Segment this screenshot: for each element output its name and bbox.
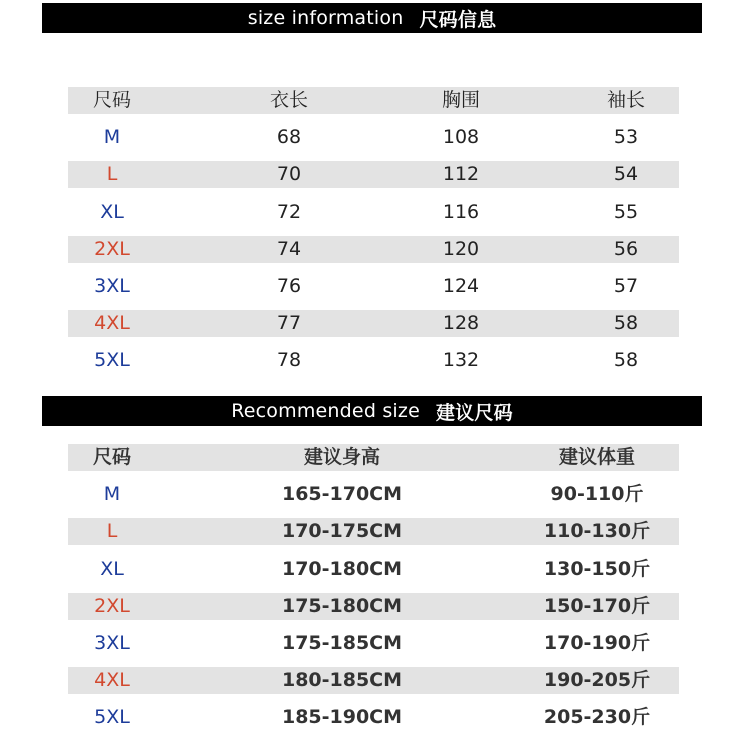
size-label: L xyxy=(106,520,118,543)
banner-title-en: Recommended size xyxy=(231,400,420,422)
size-information-banner xyxy=(42,3,702,33)
size-label: L xyxy=(106,163,118,186)
size-label: 3XL xyxy=(94,631,130,654)
table-cell: 58 xyxy=(613,349,639,372)
column-header: 衣长 xyxy=(269,89,309,111)
size-label: XL xyxy=(100,200,124,223)
table-row xyxy=(68,704,679,741)
column-header: 建议身高 xyxy=(303,446,381,468)
size-label: 2XL xyxy=(94,594,130,617)
table-row xyxy=(68,236,679,273)
column-header: 尺码 xyxy=(92,446,132,468)
recommended-size-banner xyxy=(42,396,702,426)
table-cell: 90-110斤 xyxy=(550,483,644,506)
table-cell: 112 xyxy=(442,163,480,186)
table-cell: 110-130斤 xyxy=(543,520,651,543)
table-cell: 70 xyxy=(276,163,302,186)
table-row xyxy=(68,556,679,593)
table-cell: 72 xyxy=(276,200,302,223)
table-header-row xyxy=(68,87,679,124)
table-row xyxy=(68,273,679,310)
size-label: 3XL xyxy=(94,274,130,297)
table-cell: 74 xyxy=(276,237,302,260)
column-header: 胸围 xyxy=(441,89,481,111)
size-label: 5XL xyxy=(94,349,130,372)
table-row xyxy=(68,481,679,518)
table-row xyxy=(68,518,679,555)
size-label: M xyxy=(103,483,121,506)
banner-title-en: size information xyxy=(247,7,404,29)
column-header: 袖长 xyxy=(606,89,646,111)
table-header-row xyxy=(68,444,679,481)
size-label: 4XL xyxy=(94,312,130,335)
table-cell: 185-190CM xyxy=(281,706,403,729)
table-row xyxy=(68,161,679,198)
table-cell: 78 xyxy=(276,349,302,372)
size-label: 5XL xyxy=(94,706,130,729)
table-cell: 150-170斤 xyxy=(543,594,651,617)
table-row xyxy=(68,199,679,236)
table-cell: 108 xyxy=(442,126,480,149)
banner-title-zh: 尺码信息 xyxy=(419,8,497,31)
table-cell: 55 xyxy=(613,200,639,223)
size-label: M xyxy=(103,126,121,149)
table-cell: 116 xyxy=(442,200,480,223)
table-row xyxy=(68,347,679,384)
table-cell: 76 xyxy=(276,274,302,297)
table-cell: 170-180CM xyxy=(281,557,403,580)
table-cell: 180-185CM xyxy=(281,669,403,692)
table-cell: 57 xyxy=(613,274,639,297)
table-cell: 58 xyxy=(613,312,639,335)
table-cell: 175-185CM xyxy=(281,631,403,654)
size-label: 2XL xyxy=(94,237,130,260)
size-label: XL xyxy=(100,557,124,580)
banner-title-zh: 建议尺码 xyxy=(435,401,513,424)
table-cell: 190-205斤 xyxy=(543,669,651,692)
table-row xyxy=(68,630,679,667)
column-header: 尺码 xyxy=(92,89,132,111)
table-cell: 170-175CM xyxy=(281,520,403,543)
table-cell: 68 xyxy=(276,126,302,149)
table-cell: 165-170CM xyxy=(281,483,403,506)
table-row xyxy=(68,310,679,347)
table-cell: 175-180CM xyxy=(281,594,403,617)
table-row xyxy=(68,593,679,630)
table-row xyxy=(68,124,679,161)
size-label: 4XL xyxy=(94,669,130,692)
table-cell: 54 xyxy=(613,163,639,186)
table-cell: 132 xyxy=(442,349,480,372)
table-cell: 170-190斤 xyxy=(543,631,651,654)
table-cell: 53 xyxy=(613,126,639,149)
table-cell: 130-150斤 xyxy=(543,557,651,580)
table-cell: 77 xyxy=(276,312,302,335)
recommended-size-table xyxy=(68,444,679,742)
table-cell: 128 xyxy=(442,312,480,335)
table-cell: 120 xyxy=(442,237,480,260)
table-row xyxy=(68,667,679,704)
table-cell: 205-230斤 xyxy=(543,706,651,729)
column-header: 建议体重 xyxy=(558,446,636,468)
size-information-table xyxy=(68,87,679,385)
table-cell: 124 xyxy=(442,274,480,297)
table-cell: 56 xyxy=(613,237,639,260)
